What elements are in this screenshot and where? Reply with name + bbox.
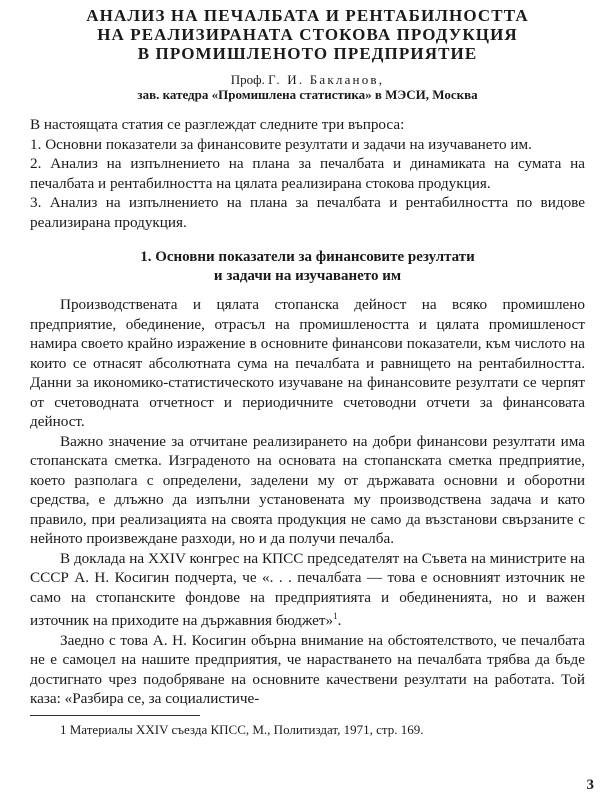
title-line-1: АНАЛИЗ НА ПЕЧАЛБАТА И РЕНТАБИЛНОСТТА xyxy=(86,6,529,25)
paragraph-text: В доклада на XXIV конгрес на КПСС председателят на Съвета на министрите на СССР А. Н. Косигин подчерта, че «. . . печалбата — това е основният източник не само на стопанските фондове на предприятията и обединенията, но и важен източник на приходите на държавния бюджет» xyxy=(30,549,585,630)
paragraph: Важно значение за отчитане реализирането на добри финансови резултати има стопанската сметка. Изграденото на основата на стопанската сметка предприятие, което разполага с определени, заделени му от държавата основни и оборотни средства, е длъжно да изпълни установената му производствена задача и като правило, при реализацията на своята продукция не само да възстанови свързаните с нейното произвеждане разходи, но и да получи печалба. xyxy=(30,432,585,547)
intro-item-1: 1. Основни показатели за финансовите резултати и задачи на изучаването им. xyxy=(30,135,532,153)
document-page xyxy=(30,6,585,737)
paragraph: Производствената и цялата стопанска дейност на всяко промишлено предприятие, обединение, отрасъл на промишлеността и цялата промишленост намира своето крайно изражение в основните финансови показатели, към числото на които се отнасят абсолютната сума на печалбата и равнището на рентабилността. Данни за икономико-статистическото изучаване на финансовите резултати се черпят от счетоводната отчетност и периодичните счетоводни отчети за финансовата дейност. xyxy=(30,296,585,430)
paragraph: В доклада на XXIV конгрес на КПСС председателят на Съвета на министрите на СССР А. Н. Косигин подчерта, че «. . . печалбата — това е основният източник не само на стопанските фондове на предприятията и обединенията, но и важен източник на приходите на държавния бюджет»$^1$. xyxy=(30,549,585,630)
author-affiliation: зав. катедра «Промишлена статистика» в МЭСИ, Москва xyxy=(137,87,478,102)
intro-item-3: 3. Анализ на изпълнението на плана за печалбата и рентабилността по видове реализирана продукция. xyxy=(30,194,585,231)
article-title xyxy=(30,6,585,63)
intro-lead: В настоящата статия се разглеждат следните три въпроса: xyxy=(30,116,405,133)
page-number: 3 xyxy=(586,777,594,793)
intro-item-2: 2. Анализ на изпълнението на плана за печалбата и динамиката на сумата на печалбата и рентабилността на цялата реализирана стокова продукция. xyxy=(30,155,585,192)
footnote: 1 Материалы XXIV съезда КПСС, М., Политиздат, 1971, стр. 169. xyxy=(60,721,424,737)
paragraph: Заедно с това А. Н. Косигин обърна внимание на обстоятелството, че печалбата не е самоцел на нашите предприятия, че нарастването на печалбата трябва да бъде достигнато чрез подобряване на основните качествени резултати на работата. Той каза: «Разбира се, за социалистиче- xyxy=(30,631,585,708)
author-line xyxy=(30,72,585,87)
section-heading xyxy=(30,248,585,286)
title-line-2: НА РЕАЛИЗИРАНАТА СТОКОВА ПРОДУКЦИЯ xyxy=(97,25,518,44)
section-heading-line-2: и задачи на изучаването им xyxy=(213,268,402,284)
footnote-rule xyxy=(30,715,200,716)
author-name: Г. И. Бакланов, xyxy=(268,72,385,87)
intro-block xyxy=(30,115,585,232)
main-text xyxy=(30,295,585,709)
title-line-3: В ПРОМИШЛЕНОТО ПРЕДПРИЯТИЕ xyxy=(137,44,478,63)
author-prefix: Проф. xyxy=(230,72,265,87)
footnote-marker: 1 xyxy=(333,611,338,621)
section-heading-line-1: 1. Основни показатели за финансовите резултати xyxy=(140,249,475,265)
